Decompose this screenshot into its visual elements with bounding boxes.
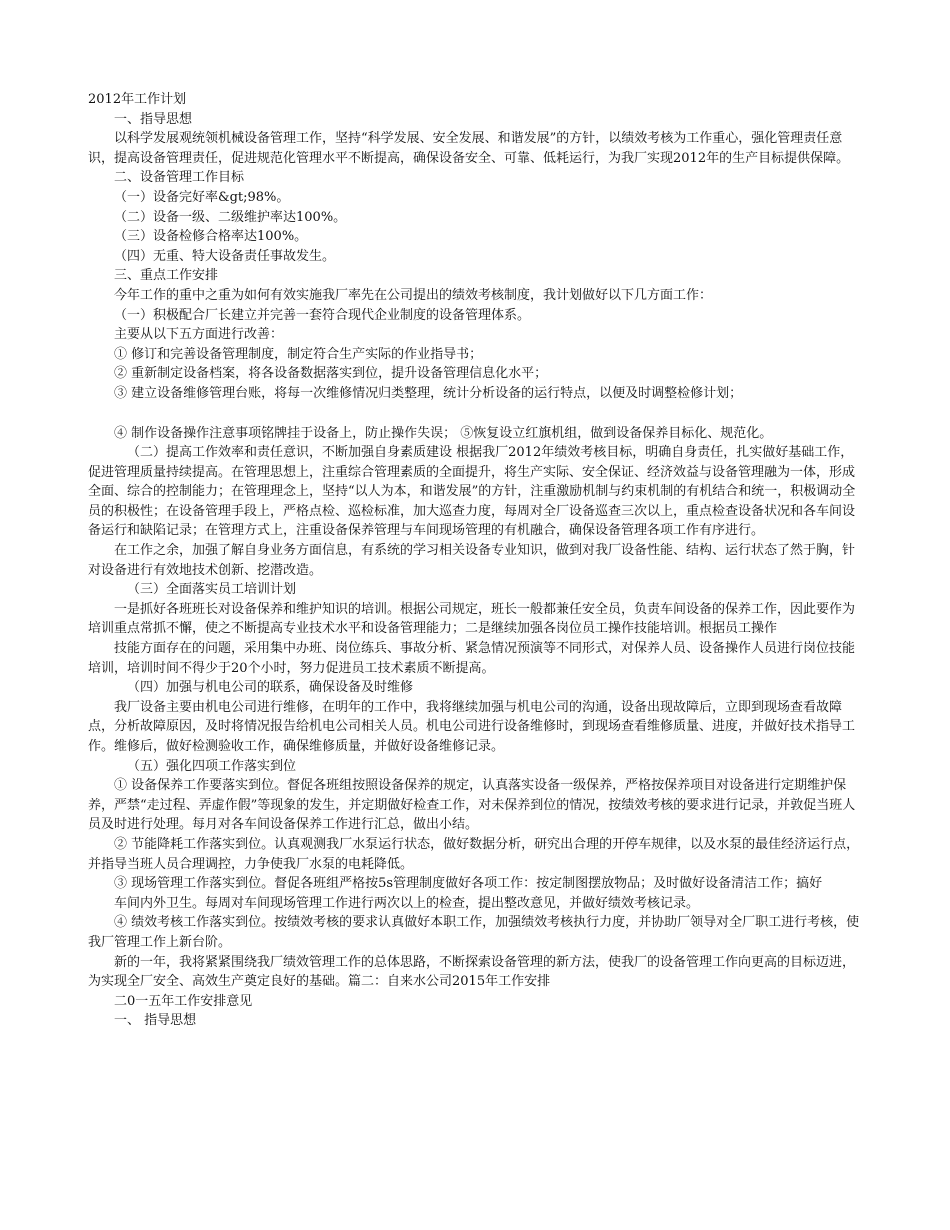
paragraph: ① 设备保养工作要落实到位。督促各班组按照设备保养的规定，认真落实设备一级保养，严格按保养项目对设备进行定期维护保养，严禁“走过程、弄虚作假”等现象的发生，并定期做好检查工作，对未保养到位的情况，按绩效考核的要求进行记录，并敦促当班人员及时进行处理。每月对各车间设备保养工作进行汇总，做出小结。 [88,778,856,833]
paragraph: （四）无重、特大设备责任事故发生。 [114,248,336,264]
paragraph: ④ 绩效考核工作落实到位。按绩效考核的要求认真做好本职工作，加强绩效考核执行力度，并协助厂领导对全厂职工进行考核，使我厂管理工作上新台阶。 [88,915,860,950]
paragraph: 车间内外卫生。每周对车间现场管理工作进行两次以上的检查，提出整改意见，并做好绩效考核记录。 [114,895,700,911]
paragraph: 以科学发展观统领机械设备管理工作，坚持“科学发展、安全发展、和谐发展”的方针，以绩效考核为工作重心，强化管理责任意识，提高设备管理责任，促进规范化管理水平不断提高，确保设备安全、可靠、低耗运行，为我厂实现2012年的生产目标提供保障。 [88,131,850,166]
paragraph: ① 修订和完善设备管理制度，制定符合生产实际的作业指导书； [114,346,483,362]
paragraph: 主要从以下五方面进行改善： [114,327,284,343]
paragraph: （四）加强与机电公司的联系，确保设备及时维修 [127,680,414,696]
paragraph: （二）提高工作效率和责任意识，不断加强自身素质建设 根据我厂2012年绩效考核目标，明确自身责任，扎实做好基础工作，促进管理质量持续提高。在管理思想上，注重综合管理素质的全面提升，将生产实际、安全保证、经济效益与设备管理融为一体，形成全面、综合的控制能力；在管理理念上，坚持“以人为本，和谐发展”的方针，注重激励机制与约束机制的有机结合和统一，积极调动全员的积极性；在设备管理手段上，严格点检、巡检标准，加大巡查力度，每周对全厂设备巡查三次以上，重点检查设备状况和各车间设备运行和缺陷记录；在管理方式上，注重设备保养管理与车间现场管理的有机融合，确保设备管理各项工作有序进行。 [88,445,856,539]
paragraph: 我厂设备主要由机电公司进行维修，在明年的工作中，我将继续加强与机电公司的沟通，设备出现故障后，立即到现场查看故障点，分析故障原因，及时将情况报告给机电公司相关人员。机电公司进行设备维修时，到现场查看维修质量、进度，并做好技术指导工作。维修后，做好检测验收工作，确保维修质量，并做好设备维修记录。 [88,699,856,754]
paragraph: ④ 制作设备操作注意事项铭牌挂于设备上，防止操作失误； ⑤恢复设立红旗机组，做到设备保养目标化、规范化。 [114,425,773,441]
paragraph: 在工作之余，加强了解自身业务方面信息，有系统的学习相关设备专业知识，做到对我厂设备性能、结构、运行状态了然于胸，针对设备进行有效地技术创新、挖潜改造。 [88,543,856,578]
paragraph: ② 重新制定设备档案，将各设备数据落实到位，提升设备管理信息化水平； [114,366,548,382]
paragraph: 一、指导思想 [114,111,193,127]
paragraph: （一）设备完好率&gt;98%。 [114,189,290,205]
paragraph: 新的一年，我将紧紧围绕我厂绩效管理工作的总体思路，不断探索设备管理的新方法，使我厂的设备管理工作向更高的目标迈进，为实现全厂安全、高效生产奠定良好的基础。篇二：自来水公司2015年工作安排 [88,954,856,990]
paragraph: 二、设备管理工作目标 [114,170,245,186]
paragraph: （五）强化四项工作落实到位 [127,758,297,774]
paragraph: ② 节能降耗工作落实到位。认真观测我厂水泵运行状态，做好数据分析，研究出合理的开停车规律，以及水泵的最佳经济运行点，并指导当班人员合理调控，力争使我厂水泵的电耗降低。 [88,836,860,872]
paragraph: ③ 现场管理工作落实到位。督促各班组严格按5s管理制度做好各项工作：按定制图摆放物品；及时做好设备清洁工作；搞好 [114,876,823,892]
paragraph: （一）积极配合厂长建立并完善一套符合现代企业制度的设备管理体系。 [114,307,531,323]
paragraph: （二）设备一级、二级维护率达100%。 [114,209,347,225]
document-title: 2012年工作计划 [88,92,187,107]
paragraph: 一是抓好各班班长对设备保养和维护知识的培训。根据公司规定，班长一般都兼任安全员，负责车间设备的保养工作，因此要作为培训重点常抓不懈，使之不断提高专业技术水平和设备管理能力；二是继续加强各岗位员工操作技能培训。根据员工操作 [88,601,856,637]
paragraph: 三、重点工作安排 [114,268,219,284]
paragraph: （三）全面落实员工培训计划 [127,582,297,598]
document-body [88,90,864,1031]
paragraph: （三）设备检修合格率达100%。 [114,229,308,245]
paragraph: 二0一五年工作安排意见 [114,993,253,1009]
paragraph: 技能方面存在的问题，采用集中办班、岗位练兵、事故分析、紧急情况预演等不同形式，对保养人员、设备操作人员进行岗位技能培训，培训时间不得少于20个小时，努力促进员工技术素质不断提高。 [88,641,856,676]
paragraph: 今年工作的重中之重为如何有效实施我厂率先在公司提出的绩效考核制度，我计划做好以下几方面工作： [114,287,713,303]
paragraph: 一、 指导思想 [114,1013,197,1029]
paragraph: ③ 建立设备维修管理台账，将每一次维修情况归类整理，统计分析设备的运行特点，以便及时调整检修计划； [114,385,743,401]
